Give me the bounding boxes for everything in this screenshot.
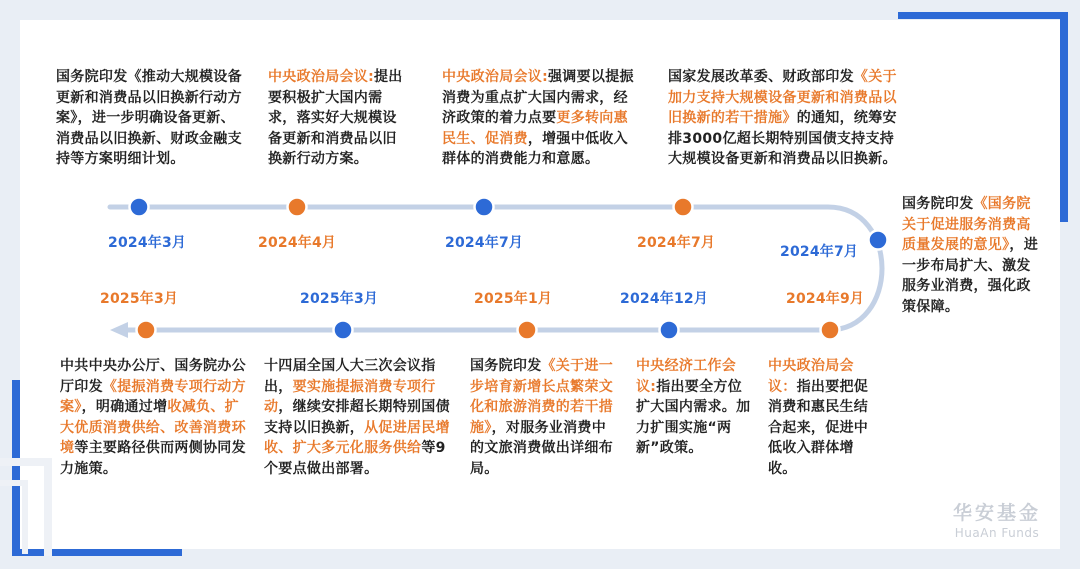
brand-logo <box>953 498 1041 540</box>
body-text: ，对服务业消费中的文旅消费做出详细布局。 <box>470 419 613 477</box>
body-text: ，明确通过增 <box>81 399 168 415</box>
milestone-text <box>268 67 408 170</box>
timeline-dot <box>518 321 537 340</box>
milestone-text <box>470 356 614 479</box>
body-text: 国务院印发 <box>470 358 542 374</box>
milestone-text <box>442 67 636 170</box>
milestone-date: 2024年3月 <box>108 235 187 251</box>
body-text: 国务院印发《推动大规模设备更新和消费品以旧换新行动方案》，进一步明确设备更新、消费品以旧换新、财政金融支持等方案明细计划。 <box>56 69 242 167</box>
timeline-dot <box>130 198 149 217</box>
body-text: 指出要把促消费和惠民生结合起来，促进中低收入群体增收。 <box>768 378 869 477</box>
milestone-date: 2025年1月 <box>474 291 553 307</box>
body-text: 提出要积极扩大国内需求，落实好大规模设备更新和消费品以旧换新行动方案。 <box>268 69 403 167</box>
body-text: 等9个要点做出部署。 <box>264 440 446 477</box>
milestone-date: 2025年3月 <box>300 291 379 307</box>
milestone-date: 2024年7月 <box>637 235 716 251</box>
highlight-text: 收减负、扩大优质消费供给、改善消费环境 <box>60 399 246 456</box>
highlight-text: 从促进居民增收、扩大多元化服务供给 <box>264 419 450 456</box>
brand-name-zh: 华安基金 <box>953 502 1042 524</box>
body-text: ，进一步布局扩大、激发服务业消费，强化政策保障。 <box>902 237 1039 315</box>
milestone-date: 2024年7月 <box>445 235 524 251</box>
milestone-text <box>668 67 908 170</box>
milestone-date: 2024年7月 <box>780 244 859 260</box>
milestone-text <box>768 356 880 479</box>
body-text: 强调要以提振消费为重点扩大国内需求，经济政策的着力点要 <box>442 69 634 126</box>
highlight-text: 《提振消费专项行动方案》 <box>60 378 246 415</box>
milestone-text <box>60 356 246 479</box>
brand-name-en: HuaAn Funds <box>954 526 1040 540</box>
highlight-text: 《国务院关于促进服务消费高质量发展的意见》 <box>902 196 1031 253</box>
milestone-date: 2025年3月 <box>100 291 179 307</box>
milestone-text <box>902 194 1040 317</box>
body-text: 的通知，统筹安排3000亿超长期特别国债支持支持大规模设备更新和消费品以旧换新。 <box>668 110 897 167</box>
timeline-arrowhead <box>110 322 128 338</box>
highlight-text: 更多转向惠民生、促消费 <box>442 110 628 147</box>
highlight-text: 中央政治局会议： <box>768 358 854 395</box>
timeline-dot <box>674 198 693 217</box>
highlight-text: 《关于加力支持大规模设备更新和消费品以旧换新的若干措施》 <box>668 69 897 126</box>
body-text: ，增强中低收入群体的消费能力和意愿。 <box>442 130 628 167</box>
timeline-dot <box>660 321 679 340</box>
timeline-dot <box>137 321 156 340</box>
milestone-text <box>264 356 454 479</box>
milestone-text <box>56 67 242 170</box>
highlight-text: 中央政治局会议: <box>442 69 548 85</box>
milestone-date: 2024年12月 <box>620 291 709 307</box>
highlight-text: 中央政治局会议: <box>268 69 374 85</box>
timeline-dot <box>821 321 840 340</box>
milestone-text <box>636 356 754 459</box>
body-text: 国务院印发 <box>902 196 974 212</box>
highlight-text: 要实施提振消费专项行动 <box>264 378 436 415</box>
body-text: ，继续安排超长期特别国债支持以旧换新， <box>264 399 450 436</box>
timeline-dot <box>288 198 307 217</box>
body-text: 中共中央办公厅、国务院办公厅印发 <box>60 358 246 395</box>
highlight-text: 《关于进一步培育新增长点繁荣文化和旅游消费的若干措施》 <box>470 358 613 436</box>
timeline-track <box>110 207 882 330</box>
body-text: 指出要全方位扩大国内需求。加力扩围实施“两新”政策。 <box>636 378 751 456</box>
body-text: 等主要路径供而两侧协同发力施策。 <box>60 440 246 477</box>
milestone-date: 2024年9月 <box>786 291 865 307</box>
milestone-date: 2024年4月 <box>258 235 337 251</box>
highlight-text: 中央经济工作会议: <box>636 358 737 395</box>
timeline-dot <box>334 321 353 340</box>
timeline-dot <box>869 231 888 250</box>
timeline-dot <box>475 198 494 217</box>
body-text: 十四届全国人大三次会议指出， <box>264 358 436 395</box>
body-text: 国家发展改革委、财政部印发 <box>668 69 854 85</box>
